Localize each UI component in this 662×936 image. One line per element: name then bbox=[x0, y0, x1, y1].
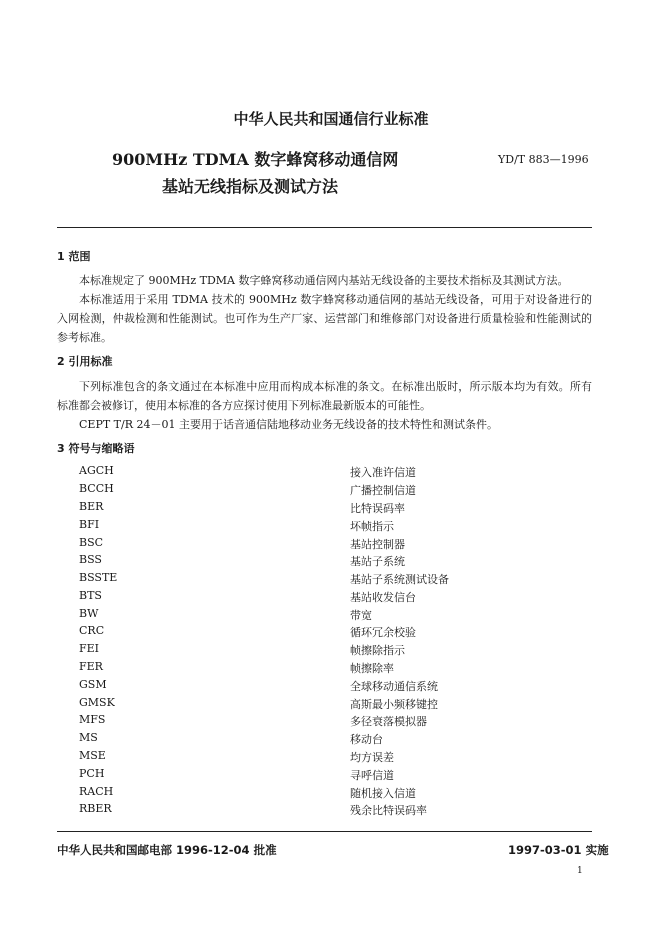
abbreviation-meaning: 带宽 bbox=[350, 609, 372, 622]
section-3-heading: 3 符号与缩略语 bbox=[57, 442, 135, 455]
abbreviation-term: RACH bbox=[79, 785, 114, 798]
abbreviation-meaning: 循环冗余校验 bbox=[350, 626, 416, 639]
abbreviation-meaning: 帧擦除率 bbox=[350, 662, 394, 675]
abbreviation-meaning: 移动台 bbox=[350, 733, 383, 746]
issuing-organization: 中华人民共和国通信行业标准 bbox=[233, 110, 429, 128]
abbreviation-term: BW bbox=[79, 607, 99, 620]
abbreviation-meaning: 随机接入信道 bbox=[350, 787, 416, 800]
abbreviation-term: MFS bbox=[79, 713, 106, 726]
abbreviation-meaning: 基站控制器 bbox=[350, 538, 405, 551]
abbreviation-meaning: 基站子系统 bbox=[350, 555, 405, 568]
abbreviation-term: FER bbox=[79, 660, 103, 673]
abbreviation-meaning: 接入准许信道 bbox=[350, 466, 416, 479]
abbreviation-term: BSS bbox=[79, 553, 102, 566]
section-1-heading: 1 范围 bbox=[57, 250, 91, 263]
abbreviation-term: BSC bbox=[79, 536, 104, 549]
abbreviation-term: PCH bbox=[79, 767, 105, 780]
abbreviation-term: RBER bbox=[79, 802, 112, 815]
abbreviation-term: AGCH bbox=[79, 464, 114, 477]
approval-line: 中华人民共和国邮电部 1996-12-04 批准 bbox=[57, 843, 277, 857]
abbreviation-term: MS bbox=[79, 731, 98, 744]
effective-date: 1997-03-01 实施 bbox=[508, 843, 609, 857]
abbreviation-meaning: 广播控制信道 bbox=[350, 484, 416, 497]
abbreviation-term: GSM bbox=[79, 678, 107, 691]
abbreviation-term: BFI bbox=[79, 518, 100, 531]
abbreviation-meaning: 全球移动通信系统 bbox=[350, 680, 438, 693]
abbreviation-term: GMSK bbox=[79, 696, 115, 709]
abbreviation-term: MSE bbox=[79, 749, 106, 762]
abbreviation-meaning: 均方误差 bbox=[350, 751, 394, 764]
document-title-line-2: 基站无线指标及测试方法 bbox=[162, 177, 339, 196]
abbreviation-term: BER bbox=[79, 500, 104, 513]
abbreviation-meaning: 残余比特误码率 bbox=[350, 804, 427, 817]
document-title-line-1: 900MHz TDMA 数字蜂窝移动通信网 bbox=[112, 150, 399, 169]
abbreviation-meaning: 比特误码率 bbox=[350, 502, 405, 515]
abbreviation-meaning: 高斯最小频移键控 bbox=[350, 698, 438, 711]
abbreviation-term: BSSTE bbox=[79, 571, 118, 584]
abbreviation-meaning: 坏帧指示 bbox=[350, 520, 394, 533]
section-1-paragraph-2: 本标准适用于采用 TDMA 技术的 900MHz 数字蜂窝移动通信网的基站无线设备，可用于对设备进行的入网检测，仲裁检测和性能测试。也可作为生产厂家、运营部门和维修部门对设备进行质量检验和性能测试的参考标准。 bbox=[57, 293, 592, 344]
section-1-paragraph-1: 本标准规定了 900MHz TDMA 数字蜂窝移动通信网内基站无线设备的主要技术指标及其测试方法。 bbox=[79, 274, 569, 287]
footer-divider bbox=[57, 831, 592, 832]
abbreviation-meaning: 多径衰落模拟器 bbox=[350, 715, 427, 728]
section-2-heading: 2 引用标准 bbox=[57, 355, 113, 368]
abbreviation-term: BTS bbox=[79, 589, 102, 602]
abbreviation-meaning: 基站收发信台 bbox=[350, 591, 416, 604]
standard-code: YD/T 883—1996 bbox=[498, 153, 589, 166]
header-divider bbox=[57, 227, 592, 228]
abbreviation-term: BCCH bbox=[79, 482, 114, 495]
abbreviation-meaning: 寻呼信道 bbox=[350, 769, 394, 782]
abbreviation-meaning: 基站子系统测试设备 bbox=[350, 573, 449, 586]
abbreviation-term: CRC bbox=[79, 624, 105, 637]
abbreviation-meaning: 帧擦除指示 bbox=[350, 644, 405, 657]
section-2-paragraph-1: 下列标准包含的条文通过在本标准中应用而构成本标准的条文。在标准出版时，所示版本均为有效。所有标准都会被修订，使用本标准的各方应探讨使用下列标准最新版本的可能性。 bbox=[57, 380, 592, 412]
page-number: 1 bbox=[577, 866, 583, 876]
abbreviation-term: FEI bbox=[79, 642, 100, 655]
section-2-paragraph-2: CEPT T/R 24－01 主要用于话音通信陆地移动业务无线设备的技术特性和测试条件。 bbox=[79, 418, 498, 431]
